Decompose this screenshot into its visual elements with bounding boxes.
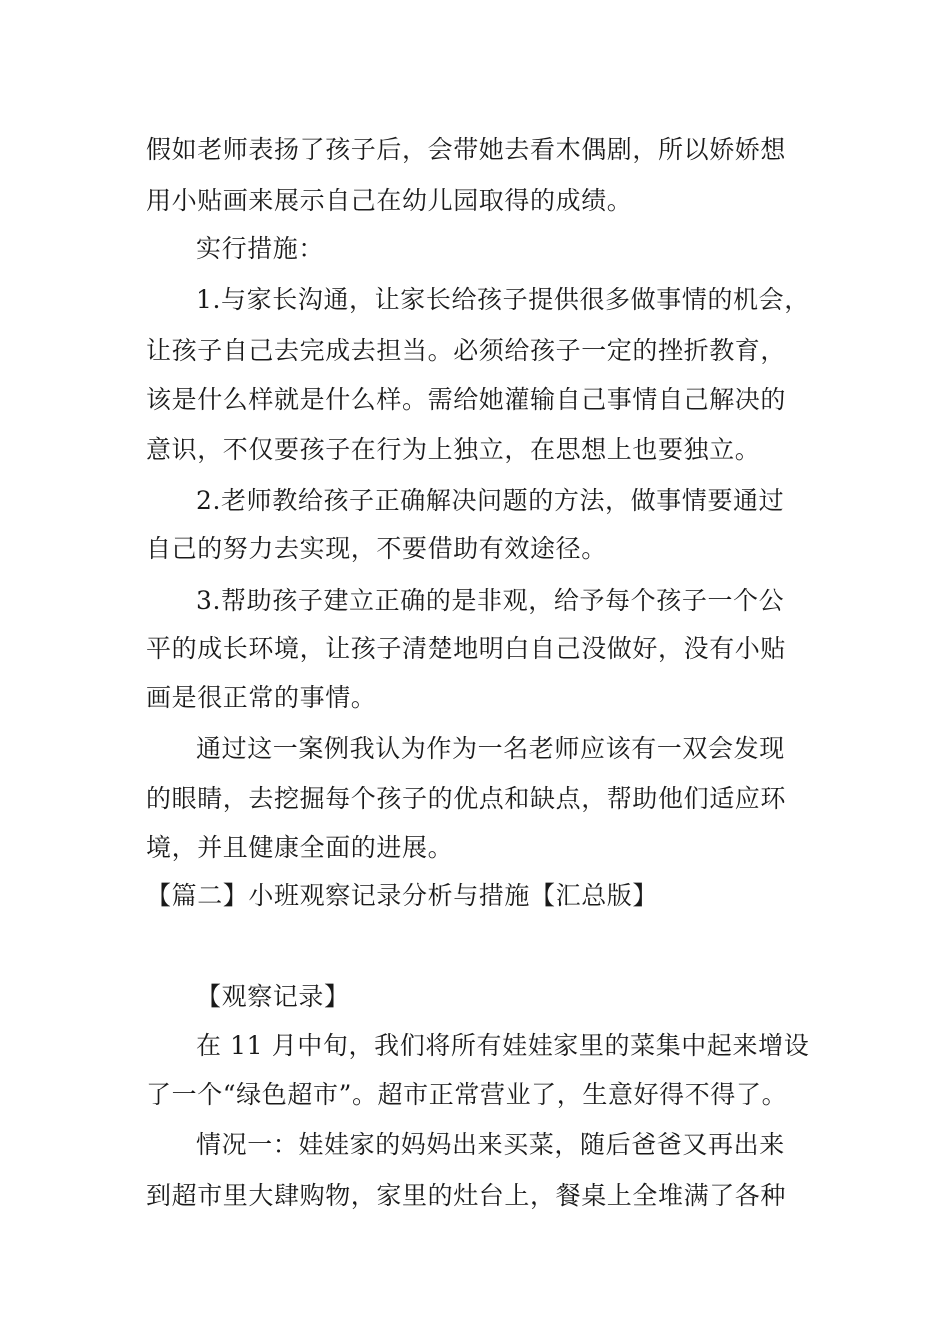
paragraph-6-line-2: 的眼睛，去挖掘每个孩子的优点和缺点，帮助他们适应环	[146, 784, 787, 813]
paragraph-8-line-1: 情况一：娃娃家的妈妈出来买菜，随后爸爸又再出来	[196, 1130, 785, 1159]
observation-subheading: 【观察记录】	[196, 982, 350, 1011]
paragraph-4-line-1: 2.老师教给孩子正确解决问题的方法，做事情要通过	[196, 486, 785, 515]
paragraph-5-line-1: 3.帮助孩子建立正确的是非观，给予每个孩子一个公	[196, 586, 785, 615]
paragraph-1-line-1: 假如老师表扬了孩子后，会带她去看木偶剧，所以娇娇想	[146, 135, 787, 164]
paragraph-6-line-1: 通过这一案例我认为作为一名老师应该有一双会发现	[196, 734, 785, 763]
paragraph-8-line-2: 到超市里大肆购物，家里的灶台上，餐桌上全堆满了各种	[146, 1181, 787, 1210]
paragraph-3-line-1: 1.与家长沟通，让家长给孩子提供很多做事情的机会，	[196, 285, 810, 314]
paragraph-2-line-1: 实行措施：	[196, 234, 325, 263]
section-title: 【篇二】小班观察记录分析与措施【汇总版】	[146, 881, 659, 910]
paragraph-5-line-2: 平的成长环境，让孩子清楚地明白自己没做好，没有小贴	[146, 634, 787, 663]
paragraph-7-line-2: 了一个“绿色超市”。超市正常营业了，生意好得不得了。	[146, 1080, 788, 1109]
paragraph-3-line-4: 意识，不仅要孩子在行为上独立，在思想上也要独立。	[146, 435, 761, 464]
paragraph-6-line-3: 境，并且健康全面的进展。	[146, 833, 454, 862]
paragraph-3-line-2: 让孩子自己去完成去担当。必须给孩子一定的挫折教育，	[146, 336, 787, 365]
paragraph-4-line-2: 自己的努力去实现，不要借助有效途径。	[146, 534, 607, 563]
paragraph-1-line-2: 用小贴画来展示自己在幼儿园取得的成绩。	[146, 186, 633, 215]
paragraph-5-line-3: 画是很正常的事情。	[146, 683, 377, 712]
paragraph-3-line-3: 该是什么样就是什么样。需给她灌输自己事情自己解决的	[146, 385, 787, 414]
paragraph-7-line-1: 在 11 月中旬，我们将所有娃娃家里的菜集中起来增设	[196, 1031, 810, 1060]
